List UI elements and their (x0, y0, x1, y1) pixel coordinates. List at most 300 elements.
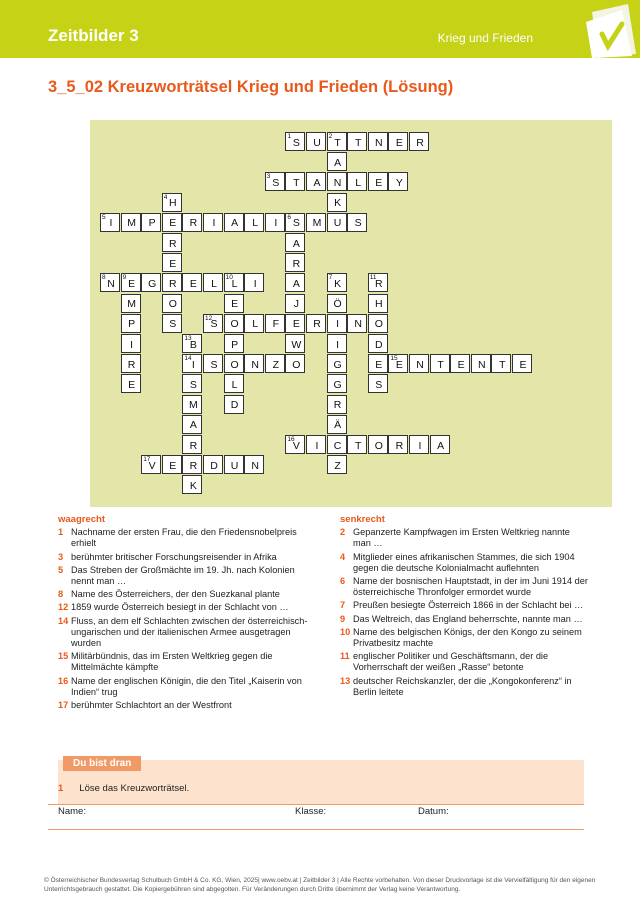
cell-letter: N (354, 318, 362, 331)
crossword-cell (327, 354, 347, 373)
cell-letter: R (313, 318, 321, 331)
cell-letter: K (189, 479, 197, 492)
cell-letter: A (437, 439, 445, 452)
crossword-cell (327, 294, 347, 313)
clue-number-label: 9 (122, 274, 127, 282)
crossword-cell (182, 475, 202, 494)
cell-letter: R (127, 358, 136, 371)
down-clues (340, 514, 590, 700)
crossword-cell (244, 314, 264, 333)
crossword-cell (368, 374, 388, 393)
clue-item (58, 616, 308, 650)
cell-letter: H (375, 298, 383, 311)
cell-letter: I (109, 217, 113, 230)
crossword-cell (162, 314, 182, 333)
crossword-cell (224, 354, 244, 373)
cell-letter: T (334, 136, 341, 149)
crossword-cell (244, 273, 264, 292)
crossword-cell (224, 395, 244, 414)
cell-letter: R (333, 399, 342, 412)
crossword-cell (285, 233, 305, 252)
clue-text: Name des belgischen Königs, der den Kongo zu seinem Privatbesitz machte (353, 626, 582, 649)
crossword-cell (285, 314, 305, 333)
clue-number-label: 8 (102, 274, 106, 282)
crossword-cell (285, 354, 305, 373)
crossword-cell (203, 273, 223, 292)
cell-letter: R (169, 277, 177, 290)
cell-letter: N (375, 136, 383, 149)
crossword-cell (244, 455, 264, 474)
cell-letter: R (395, 439, 404, 452)
cell-letter: V (148, 459, 156, 472)
cell-letter: S (375, 378, 383, 391)
clue-text: berühmter britischer Forschungsreisender in Afrika (71, 551, 277, 562)
crossword-cell (388, 172, 408, 191)
crossword-cell (368, 273, 388, 292)
task-number: 1 (58, 783, 64, 794)
clue-text: Name der bosnischen Hauptstadt, in der im Juni 1914 der österreichische Thronfolger ermordet wurde (353, 576, 588, 598)
crossword-cell (327, 172, 347, 191)
clue-number-label: 7 (328, 274, 333, 282)
cell-letter: O (374, 318, 383, 331)
crossword-cell (327, 193, 347, 212)
clue-number: 12 (58, 602, 69, 613)
crossword-cell (162, 455, 182, 474)
across-clues (58, 514, 308, 713)
crossword-cell (368, 294, 388, 313)
crossword-cell (162, 273, 182, 292)
cell-letter: O (292, 358, 301, 371)
task-item (58, 783, 189, 794)
crossword-cell (162, 213, 182, 232)
crossword-cell (121, 273, 141, 292)
clue-number: 2 (340, 527, 346, 538)
topic-label: Krieg und Frieden (437, 31, 533, 45)
clue-item (340, 576, 590, 598)
crossword-cell (265, 354, 285, 373)
clue-number: 4 (340, 551, 346, 562)
clue-item (58, 602, 308, 613)
clue-text: Das Streben der Großmächte im 19. Jh. nach Kolonien nennt man … (71, 564, 295, 587)
crossword-cell (368, 334, 388, 353)
divider (48, 829, 584, 830)
crossword-cell (265, 172, 285, 191)
clue-number-label: 2 (328, 133, 333, 140)
crossword-cell (306, 314, 326, 333)
cell-letter: K (334, 197, 342, 210)
crossword-cell (327, 374, 347, 393)
cell-letter: E (457, 358, 465, 371)
clue-number-label: 15 (390, 355, 398, 363)
crossword-cell (388, 132, 408, 151)
crossword-cell (182, 415, 202, 434)
clue-number: 8 (58, 589, 64, 600)
cell-letter: L (231, 277, 238, 290)
crossword-cell (450, 354, 470, 373)
clue-text: Gepanzerte Kampfwagen im Ersten Weltkrieg nannte man … (353, 527, 570, 549)
cell-letter: E (395, 136, 403, 149)
crossword-cell (224, 213, 244, 232)
cell-letter: N (251, 358, 259, 371)
crossword-cell (388, 354, 408, 373)
crossword-cell (224, 455, 244, 474)
clue-number: 5 (58, 564, 64, 575)
cell-letter: J (293, 298, 300, 311)
cell-letter: N (251, 459, 259, 472)
clue-number-label: 3 (266, 173, 271, 181)
cell-letter: F (272, 318, 279, 331)
crossword-cell (182, 213, 202, 232)
clue-number: 3 (58, 551, 64, 562)
clue-item (340, 600, 590, 611)
cell-letter: S (272, 176, 280, 189)
crossword-cell (203, 213, 223, 232)
clue-text: Mitglieder eines afrikanischen Stammes, die sich 1904 gegen die deutsche Kolonialmacht auflehnten (353, 551, 575, 573)
crossword-cell (224, 374, 244, 393)
cell-letter: L (355, 176, 362, 189)
task-box-label: Du bist dran (63, 756, 141, 771)
cell-letter: M (312, 217, 322, 230)
date-label: Datum: (418, 806, 449, 817)
crossword-cell (285, 253, 305, 272)
cell-letter: M (127, 298, 136, 311)
cell-letter: T (293, 176, 300, 189)
crossword-cell (306, 213, 326, 232)
crossword-cell (182, 354, 202, 373)
cell-letter: W (291, 338, 302, 351)
crossword-cell (471, 354, 491, 373)
crossword-cell (162, 233, 182, 252)
crossword-cell (121, 374, 141, 393)
crossword-cell (347, 213, 367, 232)
cell-letter: L (252, 217, 259, 230)
cell-letter: S (210, 318, 218, 331)
cell-letter: T (437, 358, 444, 371)
cell-letter: I (191, 358, 195, 371)
crossword-cell (100, 273, 120, 292)
crossword-cell (368, 354, 388, 373)
cell-letter: P (148, 217, 156, 230)
clue-number: 11 (340, 651, 350, 662)
clue-text: 1859 wurde Österreich besiegt in der Schlacht von … (71, 602, 289, 613)
crossword-cell (100, 213, 120, 232)
cell-letter: S (354, 217, 362, 230)
task-text: Löse das Kreuzworträtsel. (79, 783, 190, 794)
cell-letter: Z (334, 459, 341, 472)
cell-letter: Ä (334, 419, 342, 432)
crossword-cell (121, 213, 141, 232)
cell-letter: R (292, 257, 301, 270)
crossword-cell (203, 455, 223, 474)
cell-letter: T (354, 136, 362, 149)
clue-number: 1 (58, 527, 64, 538)
cell-letter: O (168, 298, 177, 311)
cell-letter: T (354, 439, 362, 452)
cell-letter: N (416, 358, 424, 371)
clue-item (58, 527, 308, 549)
crossword-cell (388, 435, 408, 454)
crossword-cell (203, 314, 223, 333)
crossword-cell (347, 435, 367, 454)
crossword-cell (265, 314, 285, 333)
clue-number-label: 14 (184, 355, 192, 363)
crossword-cell (409, 354, 429, 373)
crossword-cell (368, 314, 388, 333)
clue-number-label: 12 (205, 314, 213, 322)
crossword-cell (347, 172, 367, 191)
cell-letter: G (333, 378, 342, 391)
cell-letter: E (169, 217, 177, 230)
crossword-grid (90, 120, 612, 507)
clue-text: Militärbündnis, das im Ersten Weltkrieg gegen die Mittelmächte kämpfte (71, 651, 273, 673)
cell-letter: N (478, 358, 486, 371)
cell-letter: Y (395, 176, 403, 189)
cell-letter: A (231, 217, 239, 230)
crossword-cell (182, 435, 202, 454)
cell-letter: E (375, 358, 383, 371)
clue-text: Name des Österreichers, der den Suezkanal plante (71, 589, 280, 600)
clue-number: 9 (340, 613, 346, 624)
cell-letter: P (128, 318, 136, 331)
crossword-cell (203, 354, 223, 373)
clue-number: 15 (58, 651, 69, 662)
clue-item (340, 614, 590, 625)
crossword-cell (224, 273, 244, 292)
crossword-cell (141, 213, 161, 232)
crossword-cell (285, 172, 305, 191)
clue-number: 6 (340, 576, 346, 587)
clue-number-label: 16 (287, 436, 295, 443)
cell-letter: A (292, 237, 300, 250)
page-header (0, 0, 640, 58)
clue-item (340, 627, 590, 649)
crossword-cell (327, 415, 347, 434)
crossword-cell (409, 132, 429, 151)
cell-letter: O (230, 318, 239, 331)
clue-number-label: 1 (287, 133, 292, 140)
crossword-cell (224, 294, 244, 313)
cell-letter: O (374, 439, 383, 452)
cell-letter: I (336, 338, 340, 351)
crossword-cell (347, 132, 367, 151)
clue-item (340, 651, 590, 673)
cell-letter: Z (272, 358, 279, 371)
clue-item (340, 552, 590, 574)
crossword-cell (244, 213, 264, 232)
checkmark-tab-icon (578, 0, 640, 58)
crossword-cell (430, 354, 450, 373)
crossword-cell (162, 193, 182, 212)
crossword-cell (409, 435, 429, 454)
cell-letter: N (107, 277, 115, 290)
crossword-cell (121, 354, 141, 373)
cell-letter: M (189, 399, 198, 412)
clue-number: 10 (340, 626, 351, 637)
cell-letter: I (418, 439, 422, 452)
crossword-cell (347, 314, 367, 333)
cell-letter: R (189, 217, 198, 230)
divider (48, 804, 584, 805)
crossword-cell (327, 455, 347, 474)
crossword-cell (327, 435, 347, 454)
crossword-cell (327, 132, 347, 151)
cell-letter: R (189, 439, 198, 452)
cell-letter: A (334, 156, 342, 169)
cell-letter: E (395, 358, 403, 371)
crossword-cell (368, 132, 388, 151)
cell-letter: C (333, 439, 342, 452)
crossword-cell (121, 314, 141, 333)
clue-number-label: 6 (287, 213, 292, 221)
cell-letter: E (169, 257, 177, 270)
crossword-cell (368, 435, 388, 454)
cell-letter: E (231, 298, 239, 311)
clue-number-label: 17 (143, 456, 151, 464)
clue-item (58, 700, 308, 711)
clue-item (58, 589, 308, 600)
cell-letter: N (333, 176, 342, 189)
crossword-cell (285, 273, 305, 292)
clue-item (58, 552, 308, 563)
clue-text: Preußen besiegte Österreich 1866 in der Schlacht bei … (353, 600, 584, 611)
clue-item (340, 676, 590, 698)
cell-letter: D (375, 338, 383, 351)
cell-letter: I (212, 217, 216, 230)
cell-letter: E (519, 358, 527, 371)
cell-letter: I (315, 439, 319, 452)
cell-letter: Ö (333, 298, 342, 311)
cell-letter: I (130, 338, 134, 351)
cell-letter: A (292, 277, 300, 290)
cell-letter: T (499, 358, 506, 371)
crossword-cell (327, 213, 347, 232)
name-label: Name: (58, 806, 86, 817)
cell-letter: L (252, 318, 259, 331)
cell-letter: D (230, 399, 239, 412)
page-title: 3_5_02 Kreuzworträtsel Krieg und Frieden (Lösung) (48, 78, 454, 96)
clue-number-label: 4 (163, 193, 168, 201)
clue-text: Nachname der ersten Frau, die den Friedensnobelpreis erhielt (71, 527, 297, 549)
across-heading: waagrecht (58, 514, 105, 525)
copyright-footer: © Österreichischer Bundesverlag Schulbuch GmbH & Co. KG, Wien, 2025| www.oebv.at | Zeitbilder 3 | Alle Rechte vorbehalten. Von dieser Druckvorlage ist die Vervielfältigung für den eigenen Unterrichtsgebrauch gestattet. Die Kopiergebühren sind abgegolten. Für Veränderungen durch Dritte übernimmt der Verlag keine Verantwortung. (44, 877, 596, 893)
crossword-cell (327, 314, 347, 333)
clue-number: 7 (340, 600, 346, 611)
cell-letter: R (189, 459, 198, 472)
clue-item (58, 651, 308, 673)
clue-number: 16 (58, 675, 69, 686)
cell-letter: S (292, 217, 300, 230)
cell-letter: I (336, 318, 340, 331)
crossword-cell (327, 395, 347, 414)
crossword-cell (285, 294, 305, 313)
crossword-cell (182, 374, 202, 393)
clue-number: 17 (58, 700, 69, 711)
cell-letter: E (128, 378, 136, 391)
cell-letter: G (333, 358, 342, 371)
cell-letter: E (169, 459, 177, 472)
cell-letter: R (416, 136, 424, 149)
crossword-cell (285, 334, 305, 353)
clue-number-label: 5 (102, 213, 106, 221)
cell-letter: D (210, 459, 218, 472)
cell-letter: U (230, 459, 239, 472)
crossword-cell (306, 172, 326, 191)
cell-letter: R (375, 277, 383, 290)
cell-letter: L (231, 378, 238, 391)
clue-number-label: 10 (225, 274, 233, 282)
clue-text: Name der englischen Königin, die den Titel „Kaiserin von Indien“ trug (71, 675, 302, 697)
crossword-cell (121, 334, 141, 353)
cell-letter: E (189, 277, 197, 290)
clue-item (340, 527, 590, 549)
crossword-cell (327, 334, 347, 353)
cell-letter: M (127, 217, 136, 230)
clue-number-label: 13 (184, 335, 192, 342)
crossword-cell (265, 213, 285, 232)
cell-letter: S (292, 136, 300, 149)
cell-letter: R (169, 237, 177, 250)
brand-title: Zeitbilder 3 (48, 26, 139, 45)
crossword-cell (327, 273, 347, 292)
cell-letter: K (334, 277, 342, 290)
cell-letter: H (169, 197, 177, 210)
clue-number: 13 (340, 675, 351, 686)
clue-text: Das Weltreich, das England beherrschte, nannte man … (353, 613, 583, 624)
crossword-cell (368, 172, 388, 191)
crossword-cell (224, 314, 244, 333)
clue-number: 14 (58, 615, 69, 626)
crossword-cell (162, 253, 182, 272)
cell-letter: A (189, 419, 197, 432)
crossword-cell (182, 334, 202, 353)
crossword-cell (491, 354, 511, 373)
crossword-cell (141, 273, 161, 292)
crossword-cell (306, 132, 326, 151)
cell-letter: I (253, 277, 257, 290)
crossword-cell (182, 455, 202, 474)
cell-letter: S (210, 358, 218, 371)
task-box (58, 760, 584, 804)
cell-letter: E (292, 318, 300, 331)
cell-letter: B (189, 338, 197, 351)
clue-number-label: 11 (369, 274, 377, 282)
crossword-cell (141, 455, 161, 474)
clue-text: deutscher Reichskanzler, der die „Kongokonferenz“ in Berlin leitete (353, 675, 572, 697)
cell-letter: I (274, 217, 278, 230)
crossword-cell (306, 435, 326, 454)
crossword-cell (285, 213, 305, 232)
cell-letter: E (375, 176, 383, 189)
cell-letter: S (189, 378, 197, 391)
crossword-cell (162, 294, 182, 313)
down-heading: senkrecht (340, 514, 385, 525)
clue-text: berühmter Schlachtort an der Westfront (71, 700, 232, 711)
clue-item (58, 676, 308, 698)
clue-text: Fluss, an dem elf Schlachten zwischen der österreichisch-ungarischen und der italienischen Armee ausgetragen wurden (71, 615, 308, 649)
crossword-cell (224, 334, 244, 353)
clue-text: englischer Politiker und Geschäftsmann, der die Vorherrschaft der weißen „Rasse“ betonte (353, 651, 549, 673)
cell-letter: U (333, 217, 342, 230)
crossword-cell (285, 435, 305, 454)
crossword-cell (512, 354, 532, 373)
crossword-cell (327, 152, 347, 171)
class-label: Klasse: (295, 806, 327, 817)
crossword-cell (121, 294, 141, 313)
cell-letter: E (128, 277, 136, 290)
clue-item (58, 565, 308, 587)
cell-letter: L (211, 277, 217, 290)
cell-letter: G (148, 277, 157, 290)
